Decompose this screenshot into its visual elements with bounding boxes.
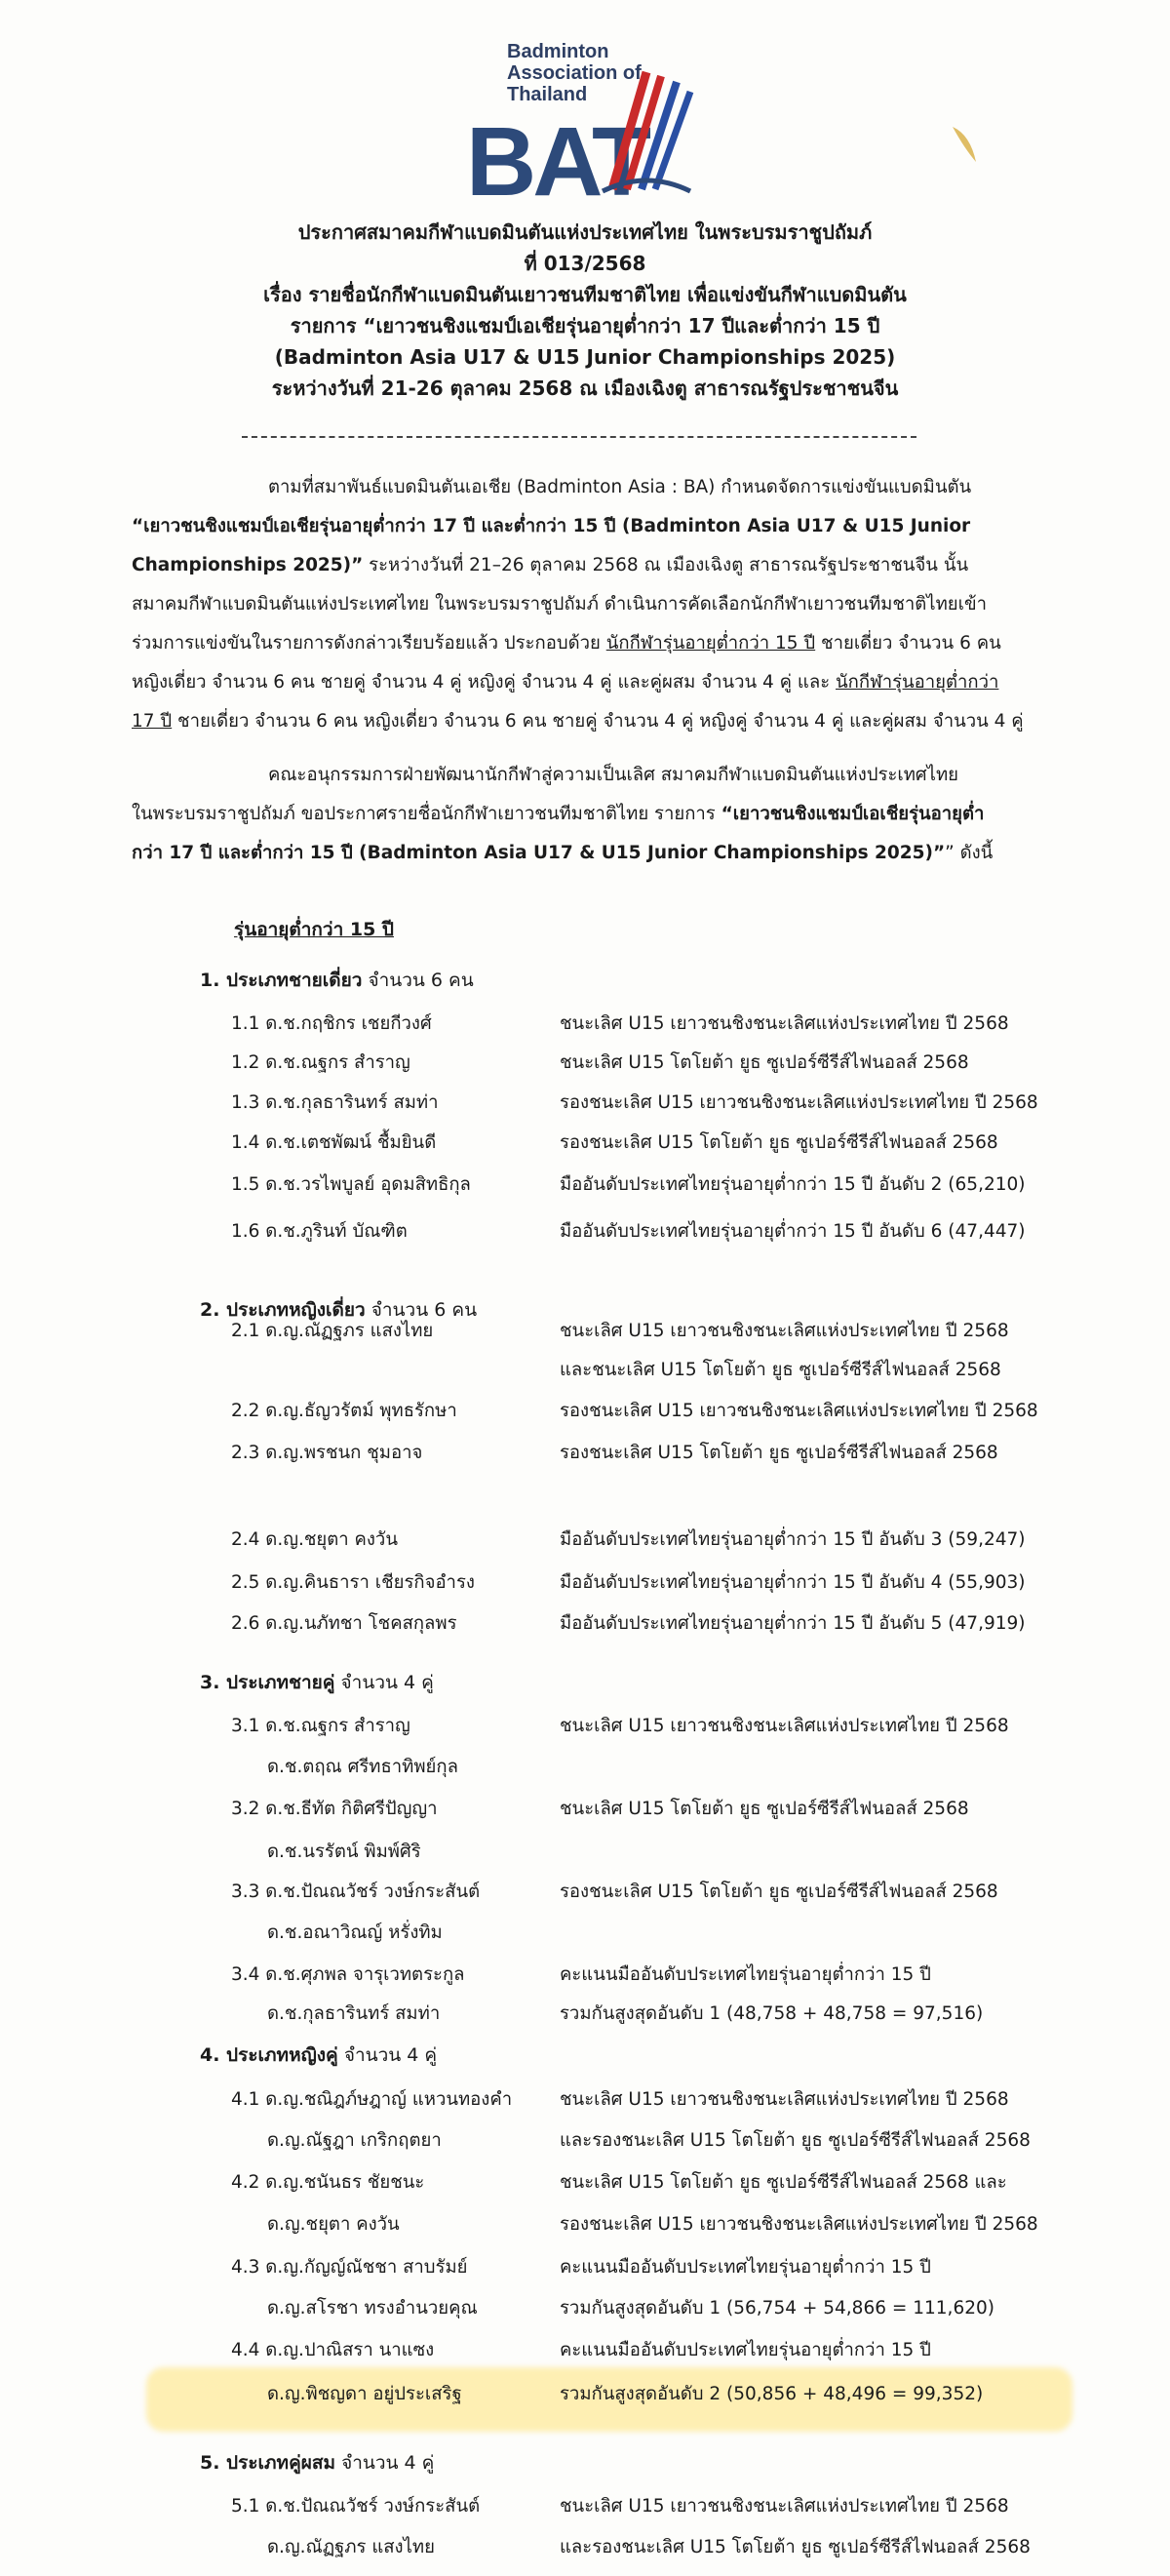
list-item <box>231 2294 1089 2329</box>
player-qualification: รองชนะเลิศ U15 เยาวชนชิงชนะเลิศแห่งประเทศไทย ปี 2568 <box>560 1401 1038 1421</box>
player-qualification: ชนะเลิศ U15 เยาวชนชิงชนะเลิศแห่งประเทศไทย ปี 2568 <box>560 2089 1009 2110</box>
list-item <box>231 2085 1089 2120</box>
list-item <box>231 1397 1089 1432</box>
intro-l7-text: ชายเดี่ยว จำนวน 6 คน หญิงเดี่ยว จำนวน 6 คน ชายคู่ จำนวน 4 คู่ หญิงคู่ จำนวน 4 คู่ และคู่ผสม จำนวน 4 คู่ <box>172 711 1024 732</box>
announce-line-1: คณะอนุกรรมการฝ่ายพัฒนานักกีฬาสู่ความเป็นเลิศ สมาคมกีฬาแบดมินตันแห่งประเทศไทย <box>268 765 958 785</box>
player-name: 3.2 ด.ช.ธีทัต กิติศรีปัญญา <box>231 1799 438 1819</box>
list-item <box>231 1317 1089 1352</box>
intro-line-1: ตามที่สมาพันธ์แบดมินตันเอเชีย (Badminton Asia : BA) กำหนดจัดการแข่งขันแบดมินตัน <box>268 477 972 497</box>
intro-line-5 <box>132 624 1068 663</box>
shuttlecock-icon <box>593 53 700 199</box>
header-line-4: รายการ “เยาวชนชิงแชมป์เอเชียรุ่นอายุต่ำกว่า 17 ปีและต่ำกว่า 15 ปี <box>290 314 880 337</box>
intro-line-7 <box>132 702 1068 741</box>
category-title: 3. ประเภทชายคู่ <box>200 1672 335 1693</box>
player-name: ด.ช.นรรัตน์ พิมพ์ศิริ <box>267 1842 421 1862</box>
player-name: 2.4 ด.ญ.ชยุตา คงวัน <box>231 1529 398 1550</box>
list-item <box>231 1961 1089 1996</box>
player-qualification: และรองชนะเลิศ U15 โตโยต้า ยูธ ซูเปอร์ซีรีส์ไฟนอลส์ 2568 <box>560 2130 1031 2151</box>
player-name: ด.ญ.พิชญดา อยู่ประเสริฐ <box>267 2384 462 2404</box>
list-item <box>231 1129 1089 1164</box>
player-name: 2.2 ด.ญ.ธัญวรัตม์ พุทธรักษา <box>231 1401 457 1421</box>
category-title: 1. ประเภทชายเดี่ยว <box>200 970 363 991</box>
section-title-u15: รุ่นอายุต่ำกว่า 15 ปี <box>234 919 394 940</box>
player-name: 2.6 ด.ญ.นภัทชา โชคสกุลพร <box>231 1613 457 1634</box>
list-item-highlighted <box>231 2380 1089 2415</box>
player-name: 2.1 ด.ญ.ณัฏฐภร แสงไทย <box>231 1321 434 1341</box>
player-qualification: และรองชนะเลิศ U15 โตโยต้า ยูธ ซูเปอร์ซีรีส์ไฟนอลส์ 2568 <box>560 2537 1031 2557</box>
document-header <box>0 217 1170 404</box>
category-mixed-doubles <box>200 2448 434 2477</box>
category-title: 2. ประเภทหญิงเดี่ยว <box>200 1299 366 1321</box>
player-name: ด.ช.อณาวิณญ์ หรั่งทิม <box>267 1922 443 1943</box>
list-item <box>231 1049 1089 1084</box>
header-line-6: ระหว่างวันที่ 21-26 ตุลาคม 2568 ณ เมืองเฉิงตู สาธารณรัฐประชาชนจีน <box>271 376 899 400</box>
player-qualification: คะแนนมืออันดับประเทศไทยรุ่นอายุต่ำกว่า 15 ปี <box>560 2257 931 2278</box>
announce-l2-text: ในพระบรมราชูปถัมภ์ ขอประกาศรายชื่อนักกีฬาเยาวชนทีมชาติไทย รายการ <box>132 804 722 824</box>
list-item <box>231 1439 1089 1474</box>
list-item <box>231 1089 1089 1124</box>
player-name: 4.2 ด.ญ.ชนันธร ชัยชนะ <box>231 2172 425 2193</box>
logo-line-1: Badminton <box>507 41 609 62</box>
list-item <box>231 2533 1089 2568</box>
intro-l5-text: ร่วมการแข่งขันในรายการดังกล่าวเรียบร้อยแล้ว ประกอบด้วย <box>132 633 606 654</box>
list-item <box>231 2336 1089 2371</box>
player-name: 1.5 ด.ช.วรไพบูลย์ อุดมสิทธิกุล <box>231 1174 471 1195</box>
player-name: 3.3 ด.ช.ปัณณวัชร์ วงษ์กระสันต์ <box>231 1882 481 1902</box>
announcement-paragraph <box>132 756 1068 873</box>
list-item <box>231 1753 1089 1788</box>
intro-line-3 <box>132 546 1068 585</box>
player-name: 2.3 ด.ญ.พรชนก ชุมอาจ <box>231 1443 423 1463</box>
intro-l5-tail: ชายเดี่ยว จำนวน 6 คน <box>815 633 1001 654</box>
player-qualification: รองชนะเลิศ U15 เยาวชนชิงชนะเลิศแห่งประเทศไทย ปี 2568 <box>560 2214 1038 2235</box>
player-name: ด.ช.กุลธารินทร์ สมท่า <box>267 2003 441 2024</box>
header-line-5: (Badminton Asia U17 & U15 Junior Championships 2025) <box>274 345 896 369</box>
list-item <box>231 1609 1089 1645</box>
list-item <box>231 1217 1089 1252</box>
player-qualification: คะแนนมืออันดับประเทศไทยรุ่นอายุต่ำกว่า 15 ปี <box>560 1964 931 1985</box>
player-qualification: รองชนะเลิศ U15 โตโยต้า ยูธ ซูเปอร์ซีรีส์ไฟนอลส์ 2568 <box>560 1882 998 1902</box>
player-qualification: มืออันดับประเทศไทยรุ่นอายุต่ำกว่า 15 ปี อันดับ 5 (47,919) <box>560 1613 1026 1634</box>
player-name: 1.1 ด.ช.กฤชิกร เชยกีวงศ์ <box>231 1013 432 1034</box>
player-qualification: มืออันดับประเทศไทยรุ่นอายุต่ำกว่า 15 ปี อันดับ 2 (65,210) <box>560 1174 1026 1195</box>
header-line-2: ที่ 013/2568 <box>524 252 646 275</box>
player-name: ด.ญ.ณัฐฎา เกริกฤตยา <box>267 2130 442 2151</box>
list-item <box>231 1526 1089 1561</box>
intro-line-6 <box>132 663 1068 702</box>
list-item <box>231 2168 1089 2203</box>
list-item <box>231 2000 1089 2035</box>
corner-mark-icon <box>951 125 980 164</box>
category-count: จำนวน 4 คู่ <box>335 2452 435 2474</box>
intro-l6-text: หญิงเดี่ยว จำนวน 6 คน ชายคู่ จำนวน 4 คู่ หญิงคู่ จำนวน 4 คู่ และคู่ผสม จำนวน 4 คู่ และ <box>132 672 837 693</box>
player-name: 4.3 ด.ญ.กัญญ์ณัชชา สาบรัมย์ <box>231 2257 468 2278</box>
header-divider <box>242 436 916 438</box>
category-count: จำนวน 6 คน <box>362 970 474 991</box>
player-name: 1.6 ด.ช.ภูรินท์ บัณฑิต <box>231 1221 408 1242</box>
list-item <box>231 1356 1089 1391</box>
intro-u17-underline: นักกีฬารุ่นอายุต่ำกว่า <box>836 672 999 693</box>
player-qualification: รวมกันสูงสุดอันดับ 2 (50,856 + 48,496 = 99,352) <box>560 2384 984 2404</box>
announce-l3-tail: ” ดังนี้ <box>945 843 994 863</box>
player-qualification: รองชนะเลิศ U15 โตโยต้า ยูธ ซูเปอร์ซีรีส์ไฟนอลส์ 2568 <box>560 1132 998 1153</box>
announce-line-2 <box>132 795 1068 834</box>
category-count: จำนวน 4 คู่ <box>337 2044 438 2066</box>
intro-line-4: สมาคมกีฬาแบดมินตันแห่งประเทศไทย ในพระบรมราชูปถัมภ์ ดำเนินการคัดเลือกนักกีฬาเยาวชนทีมชาติไทยเข้า <box>132 594 988 614</box>
player-name: ด.ช.ตฤณ ศรีทธาทิพย์กุล <box>267 1757 458 1777</box>
category-count: จำนวน 4 คู่ <box>334 1672 434 1693</box>
list-item <box>231 2126 1089 2161</box>
category-mens-singles <box>200 966 474 995</box>
intro-paragraph <box>132 468 1068 741</box>
player-name: ด.ญ.ชยุตา คงวัน <box>267 2214 400 2235</box>
player-qualification: มืออันดับประเทศไทยรุ่นอายุต่ำกว่า 15 ปี อันดับ 4 (55,903) <box>560 1572 1026 1593</box>
announce-event-name: “เยาวชนชิงแชมป์เอเชียรุ่นอายุต่ำ <box>721 804 985 824</box>
player-qualification: รองชนะเลิศ U15 เยาวชนชิงชนะเลิศแห่งประเทศไทย ปี 2568 <box>560 1092 1038 1113</box>
player-name: 1.2 ด.ช.ณฐกร สำราญ <box>231 1052 410 1073</box>
list-item <box>231 2492 1089 2527</box>
player-qualification: ชนะเลิศ U15 โตโยต้า ยูธ ซูเปอร์ซีรีส์ไฟนอลส์ 2568 <box>560 1052 969 1073</box>
player-qualification: ชนะเลิศ U15 เยาวชนชิงชนะเลิศแห่งประเทศไทย ปี 2568 <box>560 1013 1009 1034</box>
player-name: 3.4 ด.ช.ศุภพล จารุเวทตระกูล <box>231 1964 465 1985</box>
player-qualification: ชนะเลิศ U15 เยาวชนชิงชนะเลิศแห่งประเทศไทย ปี 2568 <box>560 1716 1009 1736</box>
player-qualification: และชนะเลิศ U15 โตโยต้า ยูธ ซูเปอร์ซีรีส์ไฟนอลส์ 2568 <box>560 1360 1001 1380</box>
intro-u15-underline: นักกีฬารุ่นอายุต่ำกว่า 15 ปี <box>605 633 816 654</box>
player-qualification: รวมกันสูงสุดอันดับ 1 (56,754 + 54,866 = 111,620) <box>560 2298 994 2318</box>
list-item <box>231 1170 1089 1206</box>
logo-line-3: Thailand <box>507 84 588 105</box>
logo-bat-letters: BAT <box>466 107 648 217</box>
player-name: 1.3 ด.ช.กุลธารินทร์ สมท่า <box>231 1092 439 1113</box>
list-item <box>231 1712 1089 1747</box>
category-count: จำนวน 6 คน <box>365 1299 478 1321</box>
list-item <box>231 1878 1089 1913</box>
list-item <box>231 1795 1089 1830</box>
category-title: 5. ประเภทคู่ผสม <box>200 2452 336 2474</box>
player-qualification: ชนะเลิศ U15 เยาวชนชิงชนะเลิศแห่งประเทศไทย ปี 2568 <box>560 1321 1009 1341</box>
intro-line-2: “เยาวชนชิงแชมป์เอเชียรุ่นอายุต่ำกว่า 17 ปี และต่ำกว่า 15 ปี (Badminton Asia U17 & U15 Junior <box>132 516 971 536</box>
list-item <box>231 1919 1089 1954</box>
player-name: 1.4 ด.ช.เตชพัฒน์ ชื้มยินดี <box>231 1132 437 1153</box>
player-qualification: ชนะเลิศ U15 เยาวชนชิงชนะเลิศแห่งประเทศไทย ปี 2568 <box>560 2496 1009 2517</box>
player-qualification: รองชนะเลิศ U15 โตโยต้า ยูธ ซูเปอร์ซีรีส์ไฟนอลส์ 2568 <box>560 1443 998 1463</box>
player-qualification: ชนะเลิศ U15 โตโยต้า ยูธ ซูเปอร์ซีรีส์ไฟนอลส์ 2568 <box>560 1799 969 1819</box>
list-item <box>231 1010 1089 1045</box>
player-qualification: มืออันดับประเทศไทยรุ่นอายุต่ำกว่า 15 ปี อันดับ 6 (47,447) <box>560 1221 1026 1242</box>
announce-event-name-2: กว่า 17 ปี และต่ำกว่า 15 ปี (Badminton Asia U17 & U15 Junior Championships 2025)” <box>132 843 946 863</box>
player-qualification: คะแนนมืออันดับประเทศไทยรุ่นอายุต่ำกว่า 15 ปี <box>560 2340 931 2360</box>
category-title: 4. ประเภทหญิงคู่ <box>200 2044 338 2066</box>
intro-u17-underline-2: 17 ปี <box>132 711 173 732</box>
player-name: 4.4 ด.ญ.ปาณิสรา นาแซง <box>231 2340 435 2360</box>
player-qualification: รวมกันสูงสุดอันดับ 1 (48,758 + 48,758 = 97,516) <box>560 2003 984 2024</box>
player-name: 3.1 ด.ช.ณฐกร สำราญ <box>231 1716 410 1736</box>
announce-line-3 <box>132 834 1068 873</box>
category-mens-doubles <box>200 1668 434 1697</box>
player-qualification: ชนะเลิศ U15 โตโยต้า ยูธ ซูเปอร์ซีรีส์ไฟนอลส์ 2568 และ <box>560 2172 1007 2193</box>
list-item <box>231 2210 1089 2245</box>
category-womens-doubles <box>200 2041 437 2070</box>
bat-logo <box>466 33 700 218</box>
player-name: 2.5 ด.ญ.คินธารา เชียรกิจอำรง <box>231 1572 475 1593</box>
list-item <box>231 2253 1089 2288</box>
intro-dates: ระหว่างวันที่ 21–26 ตุลาคม 2568 ณ เมืองเฉิงตู สาธารณรัฐประชาชนจีน นั้น <box>363 555 969 575</box>
player-qualification: มืออันดับประเทศไทยรุ่นอายุต่ำกว่า 15 ปี อันดับ 3 (59,247) <box>560 1529 1026 1550</box>
player-name: 4.1 ด.ญ.ชณิฎภ์ษฎาญ์ แหวนทองคำ <box>231 2089 513 2110</box>
header-line-1: ประกาศสมาคมกีฬาแบดมินตันแห่งประเทศไทย ในพระบรมราชูปถัมภ์ <box>297 220 873 244</box>
player-name: ด.ญ.สโรชา ทรงอำนวยคุณ <box>267 2298 478 2318</box>
header-line-3: เรื่อง รายชื่อนักกีฬาแบดมินตันเยาวชนทีมชาติไทย เพื่อแข่งขันกีฬาแบดมินตัน <box>263 283 907 306</box>
player-name: ด.ญ.ณัฏฐภร แสงไทย <box>267 2537 435 2557</box>
list-item <box>231 1838 1089 1873</box>
logo-line-2: Association of <box>507 62 642 84</box>
intro-event-name: Championships 2025)” <box>132 555 364 575</box>
player-name: 5.1 ด.ช.ปัณณวัชร์ วงษ์กระสันต์ <box>231 2496 481 2517</box>
list-item <box>231 1568 1089 1604</box>
